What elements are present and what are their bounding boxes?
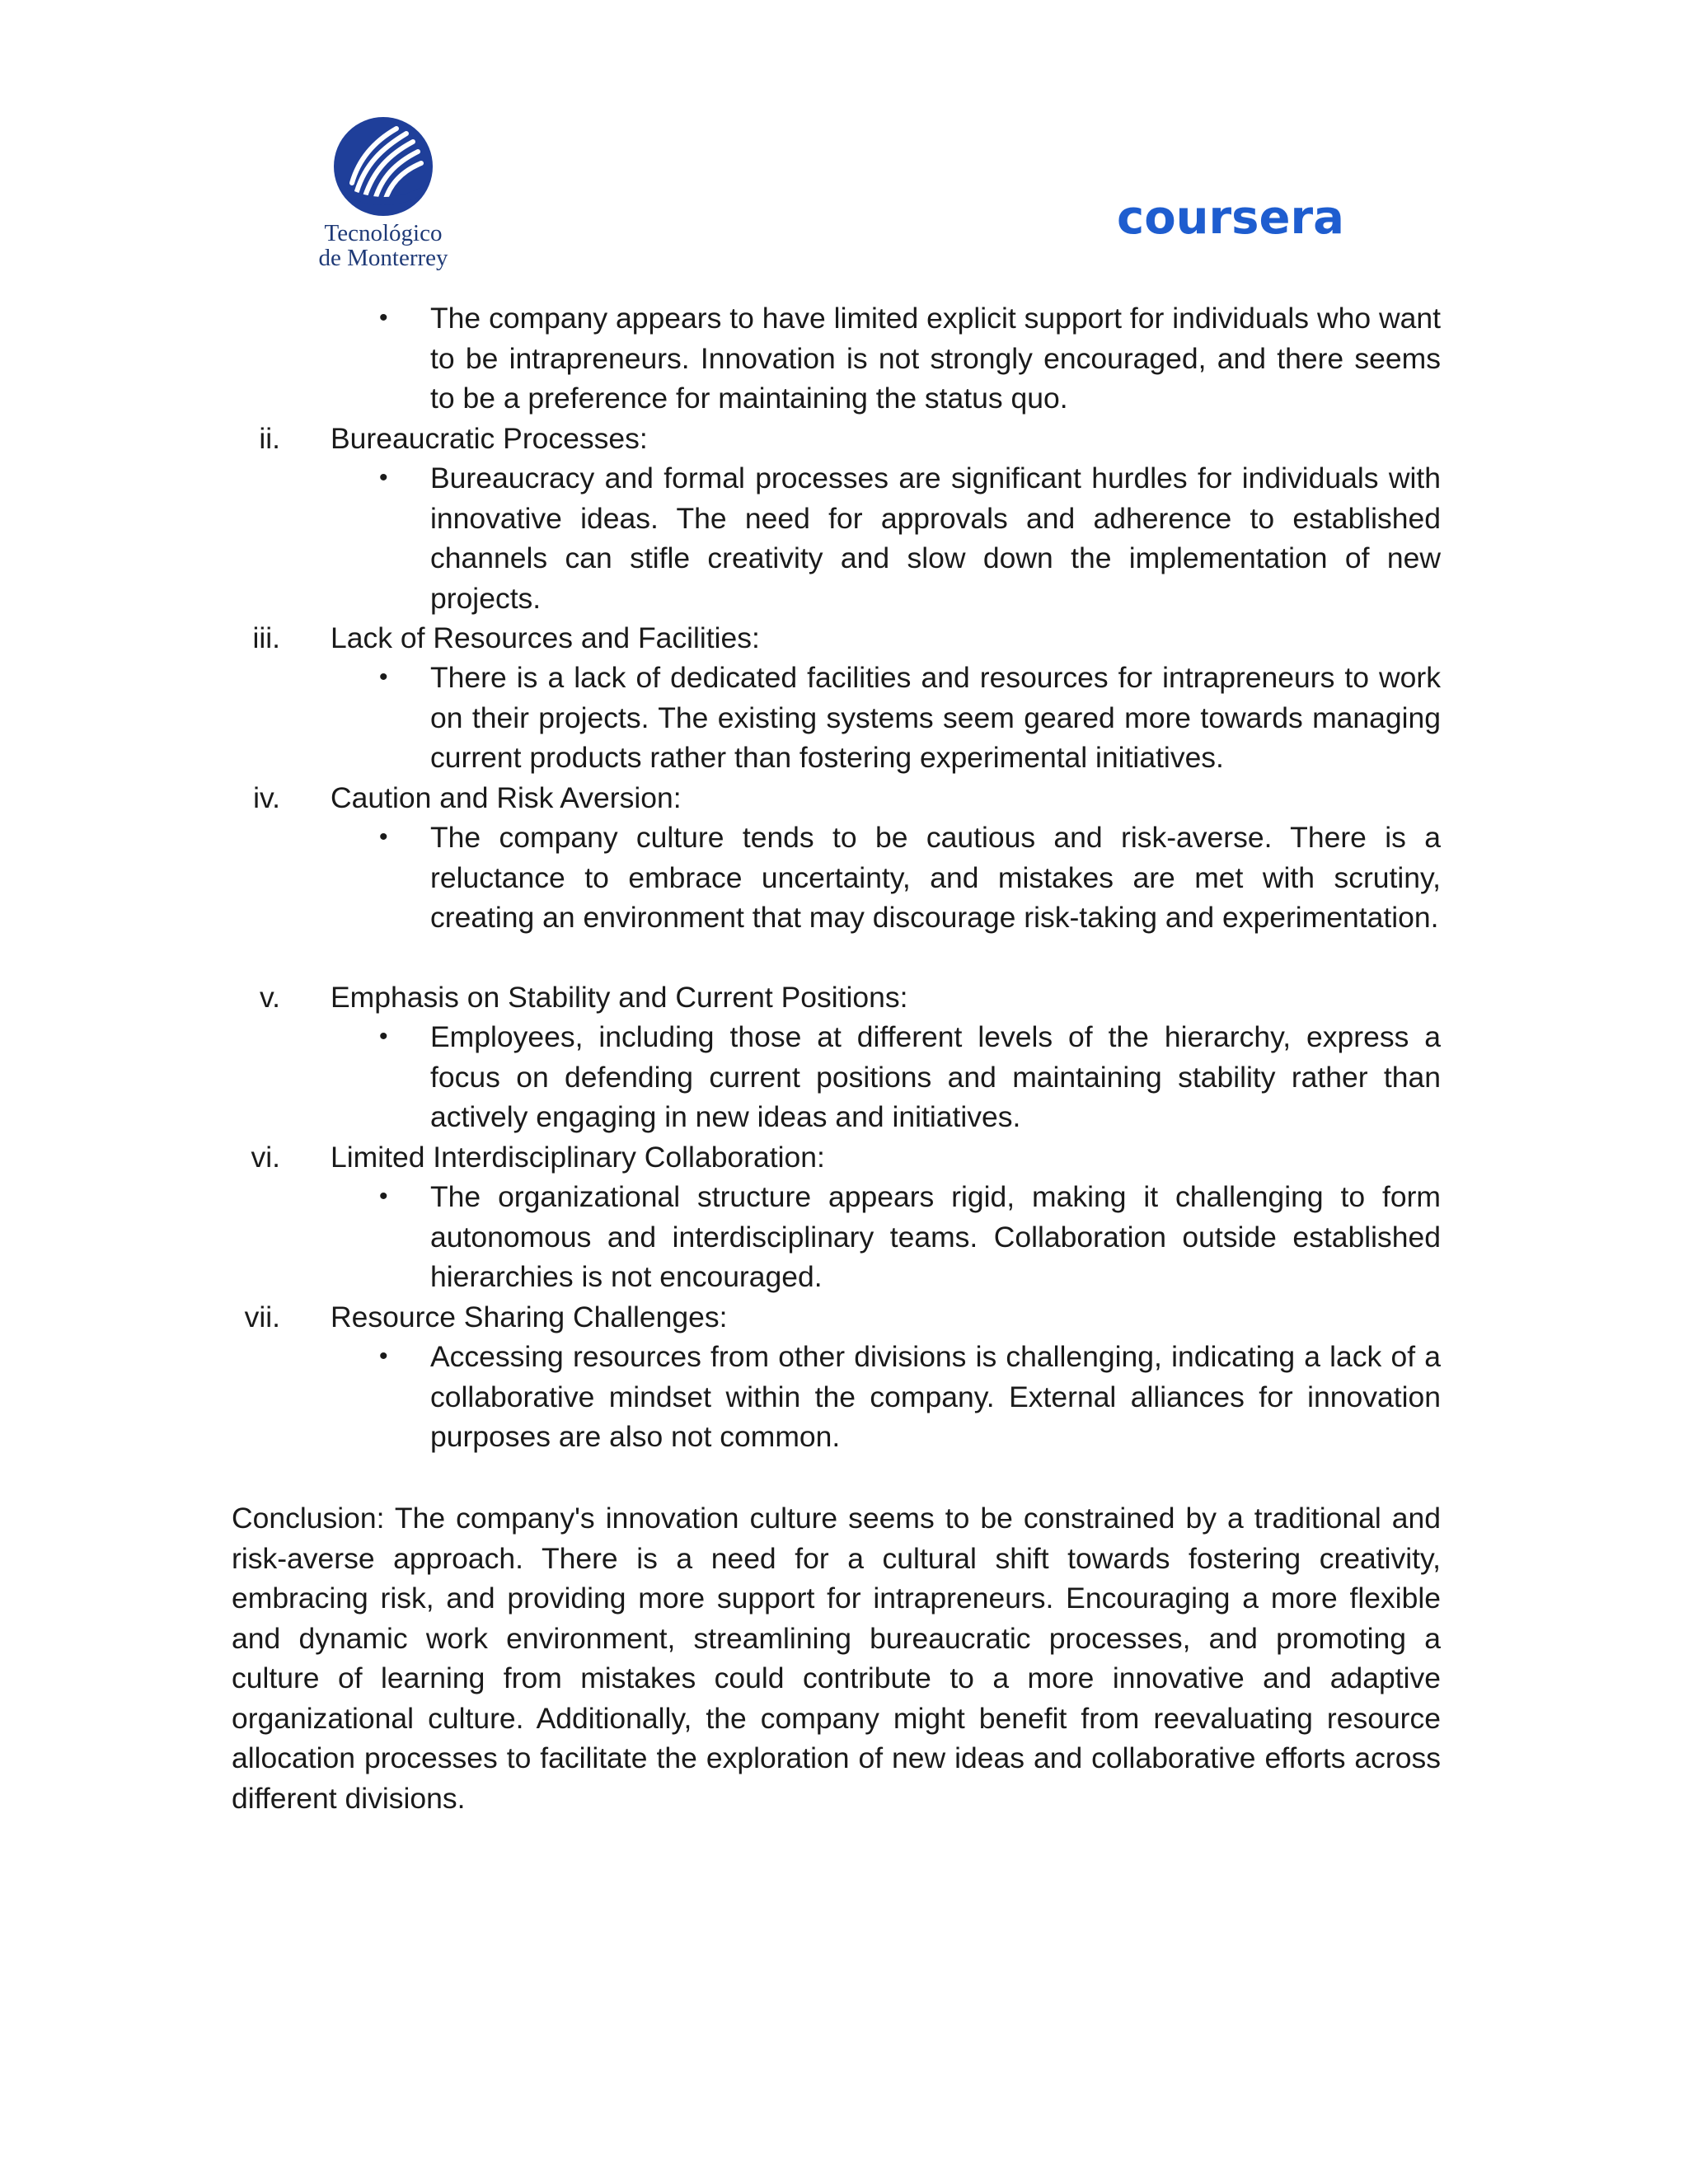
tec-logo-line1: Tecnológico [324,220,443,246]
bullet-icon: • [379,464,388,491]
item-heading: Caution and Risk Aversion: [331,781,682,814]
list-numeral: iv. [253,781,280,814]
bullet-text: The company culture tends to be cautious and risk-averse. There is a reluctance to embrace uncertainty, and mistakes are met with scrutiny, creating an environment that may discourage risk-taking and experimentation. [430,821,1441,934]
bullet-icon: • [379,823,388,851]
bullet-icon: • [379,1183,388,1210]
bullet-text: There is a lack of dedicated facilities and resources for intrapreneurs to work on their projects. The existing systems seem geared more towards managing current products rather than fostering experimental initiatives. [430,661,1441,774]
conclusion-paragraph: Conclusion: The company's innovation culture seems to be constrained by a traditional and risk-averse approach. There is a need for a cultural shift towards fostering creativity, embracing risk, and providing more support for intrapreneurs. Encouraging a more flexible and dynamic work environment, streamlining bureaucratic processes, and promoting a culture of learning from mistakes could contribute to a more innovative and adaptive organizational culture. Additionally, the company might benefit from reevaluating resource allocation processes to facilitate the exploration of new ideas and collaborative efforts across different divisions. [232,1502,1441,1815]
list-numeral: v. [260,981,280,1014]
bullet-text-i: The company appears to have limited explicit support for individuals who want to be intrapreneurs. Innovation is not strongly encouraged, and there seems to be a preference for maintaining the status quo. [430,302,1441,415]
bullet-icon: • [379,304,388,331]
list-numeral: ii. [259,422,280,455]
list-numeral: iii. [252,621,280,654]
list-numeral: vi. [251,1141,280,1174]
item-heading: Resource Sharing Challenges: [331,1301,728,1333]
tec-logo-text [297,221,470,270]
bullet-text: The organizational structure appears rigid, making it challenging to form autonomous and interdisciplinary teams. Collaboration outside established hierarchies is not encouraged. [430,1180,1441,1293]
item-heading: Bureaucratic Processes: [331,422,648,455]
bullet-text: Bureaucracy and formal processes are significant hurdles for individuals with innovative ideas. The need for approvals and adherence to established channels can stifle creativity and slow down the implementation of new projects. [430,462,1441,615]
coursera-logo: coursera [1117,191,1344,245]
item-heading: Limited Interdisciplinary Collaboration: [331,1141,825,1174]
item-heading: Lack of Resources and Facilities: [331,621,760,654]
list-numeral: vii. [244,1301,280,1333]
bullet-icon: • [379,1023,388,1050]
bullet-text: Accessing resources from other divisions is challenging, indicating a lack of a collaborative mindset within the company. External alliances for innovation purposes are also not common. [430,1340,1441,1453]
item-heading: Emphasis on Stability and Current Positions: [331,981,908,1014]
bullet-text: Employees, including those at different levels of the hierarchy, express a focus on defending current positions and maintaining stability rather than actively engaging in new ideas and initiatives. [430,1020,1441,1133]
bullet-icon: • [379,663,388,691]
bullet-icon: • [379,1343,388,1370]
tec-emblem-icon [332,115,434,218]
tec-logo-line2: de Monterrey [318,245,448,271]
